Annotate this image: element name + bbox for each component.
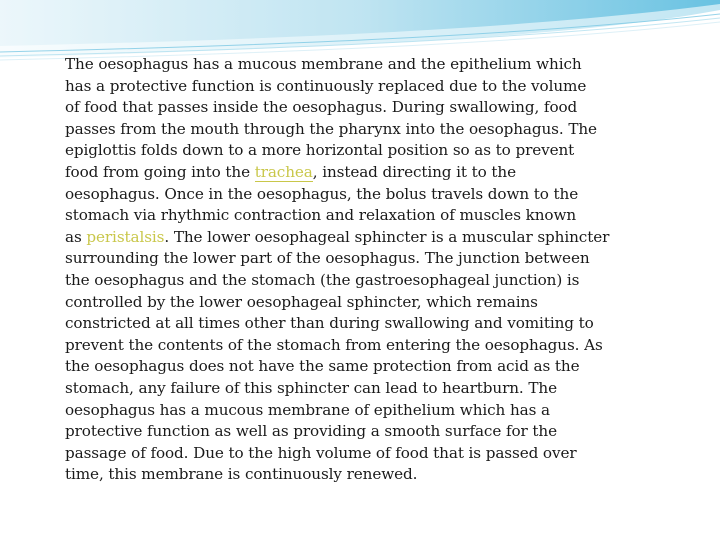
text-segment: the oesophagus and the stomach (the gastroesophageal junction) is [65,270,580,289]
text-line [65,313,625,335]
text-line [65,227,625,249]
text-segment: food from going into the [65,162,255,181]
text-segment: The oesophagus has a mucous membrane and the epithelium which [65,55,582,73]
text-segment: stomach via rhythmic contraction and relaxation of muscles known [65,206,577,225]
text-line [65,97,625,119]
text-segment: controlled by the lower oesophageal sphincter, which remains [65,292,538,311]
text-line [65,270,625,292]
text-segment: has a protective function is continuously replaced due to the volume [65,76,587,95]
text-segment: oesophagus has a mucous membrane of epithelium which has a [65,400,550,419]
text-line [65,378,625,400]
text-line [65,443,625,465]
text-segment: passes from the mouth through the pharynx into the oesophagus. The [65,119,597,138]
text-segment: stomach, any failure of this sphincter can lead to heartburn. The [65,378,557,397]
text-segment: surrounding the lower part of the oesophagus. The junction between [65,249,590,268]
text-segment: constricted at all times other than during swallowing and vomiting to [65,314,594,333]
text-line [65,292,625,314]
trachea-link[interactable]: trachea [254,162,313,181]
text-line [65,464,625,486]
text-segment: protective function as well as providing a smooth surface for the [65,422,557,441]
body-paragraph [65,54,625,486]
text-segment: of food that passes inside the oesophagus. During swallowing, food [65,98,578,117]
text-segment: . The lower oesophageal sphincter is a muscular sphincter [164,227,610,246]
text-line [65,248,625,270]
text-segment: time, this membrane is continuously renewed. [65,465,418,484]
text-line [65,400,625,422]
text-segment: the oesophagus does not have the same protection from acid as the [65,357,580,376]
text-line [65,140,625,162]
text-line [65,162,625,184]
text-line [65,421,625,443]
text-segment: oesophagus. Once in the oesophagus, the bolus travels down to the [65,184,579,203]
text-line [65,119,625,141]
text-segment: as [65,227,87,246]
text-line [65,356,625,378]
text-segment: prevent the contents of the stomach from entering the oesophagus. As [65,335,603,354]
text-line [65,205,625,227]
peristalsis-link[interactable]: peristalsis [86,227,165,246]
text-segment: , instead directing it to the [312,162,516,181]
text-line [65,184,625,206]
text-line [65,54,625,76]
text-line [65,76,625,98]
text-segment: epiglottis folds down to a more horizontal position so as to prevent [65,141,575,160]
text-line [65,335,625,357]
text-segment: passage of food. Due to the high volume of food that is passed over [65,443,577,462]
